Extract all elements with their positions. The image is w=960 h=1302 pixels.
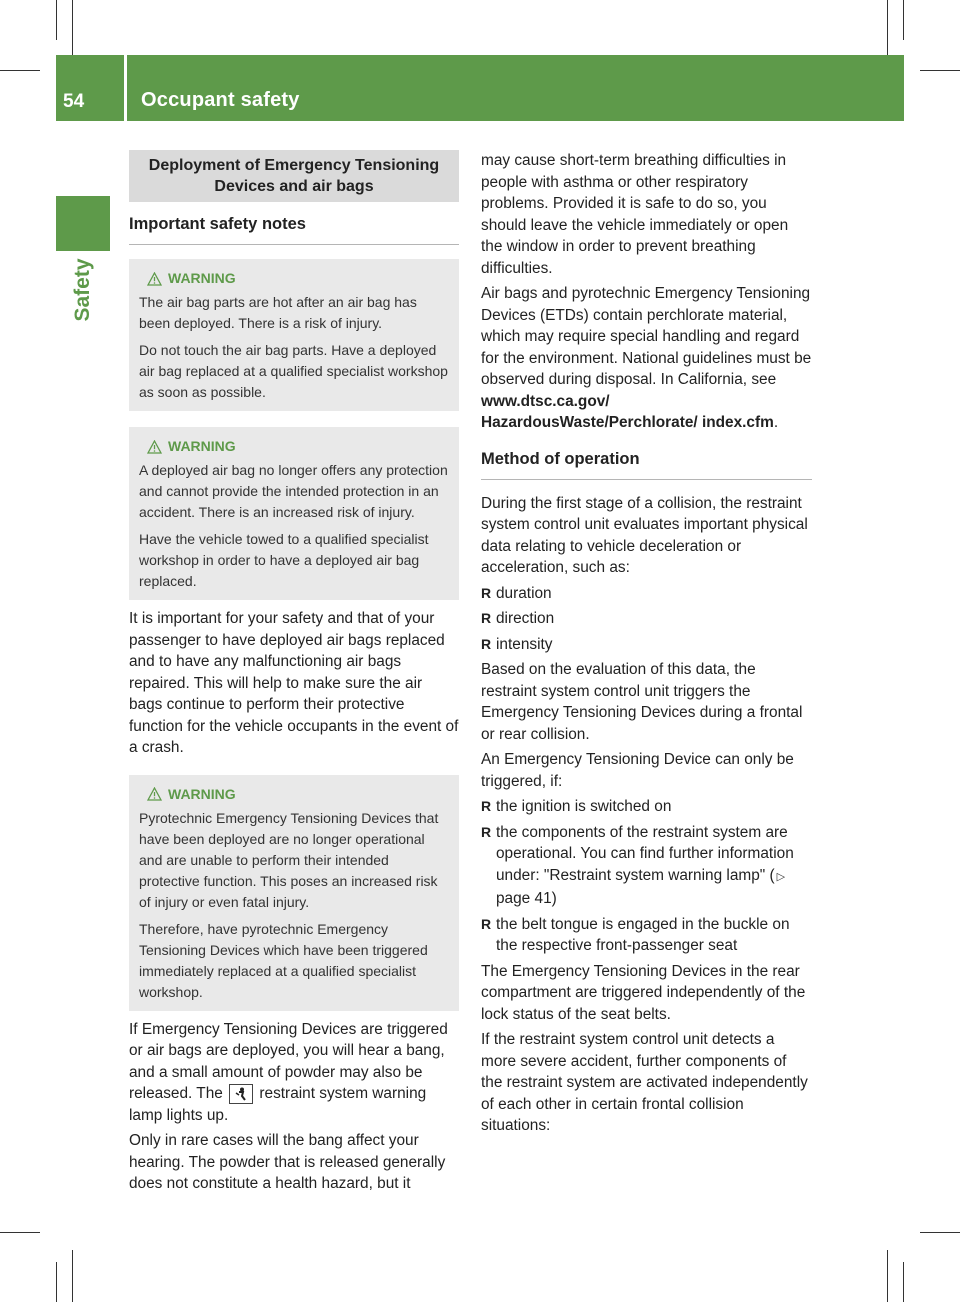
body-text: . bbox=[773, 414, 779, 431]
warning-text: Do not touch the air bag parts. Have a deployed air bag replaced at a qualified specialist workshop as soon as possible. bbox=[139, 342, 448, 400]
list-item-text: duration bbox=[496, 584, 552, 602]
crop-mark bbox=[56, 0, 57, 40]
bullet-mark: R bbox=[481, 635, 492, 652]
body-text: If Emergency Tensioning Devices are triggered or air bags are deployed, you will hear a bang, and a small amount of powder may also be released. The bbox=[129, 1020, 448, 1102]
list-item-text bbox=[496, 822, 812, 910]
crop-mark bbox=[903, 0, 904, 40]
list-item-text-part: the components of the restraint system are operational. You can find further information under: "Restraint system warning lamp" ( bbox=[496, 823, 794, 884]
body-paragraph: Based on the evaluation of this data, the restraint system control unit triggers the Emergency Tensioning Devices during a frontal or rear collision. bbox=[481, 661, 803, 743]
list-item-text: the belt tongue is engaged in the buckle on the respective front-passenger seat bbox=[496, 915, 790, 954]
body-paragraph: Only in rare cases will the bang affect your hearing. The powder that is released generally does not constitute a health hazard, but it bbox=[129, 1132, 446, 1192]
warning-title bbox=[147, 436, 449, 457]
warning-title bbox=[147, 784, 449, 805]
crop-mark bbox=[887, 1250, 888, 1302]
list-item bbox=[481, 914, 812, 957]
section-title: Occupant safety bbox=[141, 89, 300, 111]
body-paragraph: An Emergency Tensioning Device can only be triggered, if: bbox=[481, 751, 794, 790]
side-tab-block bbox=[56, 196, 110, 251]
warning-text: The air bag parts are hot after an air bag has been deployed. There is a risk of injury. bbox=[139, 294, 417, 331]
warning-text: A deployed air bag no longer offers any protection and cannot provide the intended protection in an accident. There is an increased risk of injury. bbox=[139, 462, 448, 520]
body-paragraph: The Emergency Tensioning Devices in the rear compartment are triggered independently of the lock status of the seat belts. bbox=[481, 962, 806, 1023]
left-column bbox=[129, 150, 459, 1199]
restraint-system-warning-lamp-icon bbox=[229, 1084, 253, 1104]
crop-mark bbox=[887, 0, 888, 55]
header-separator bbox=[124, 55, 127, 121]
list-item bbox=[481, 608, 812, 630]
page-reference-arrow-icon: ▷ bbox=[776, 870, 786, 883]
body-paragraph: If the restraint system control unit detects a more severe accident, further components of the restraint system are activated independently of each other in certain frontal collision situations: bbox=[481, 1031, 808, 1134]
page-number: 54 bbox=[63, 91, 85, 112]
list-item bbox=[481, 634, 812, 656]
crop-mark bbox=[0, 70, 40, 71]
crop-mark bbox=[56, 1262, 57, 1302]
bullet-mark: R bbox=[481, 798, 492, 814]
warning-text: Have the vehicle towed to a qualified specialist workshop in order to have a deployed air bag replaced. bbox=[139, 531, 429, 589]
list-item-text: intensity bbox=[496, 635, 553, 653]
warning-label: WARNING bbox=[168, 270, 236, 286]
bullet-mark: R bbox=[481, 610, 492, 626]
list-item-text: the ignition is switched on bbox=[496, 798, 672, 815]
crop-mark bbox=[72, 1250, 73, 1302]
warning-box bbox=[129, 259, 459, 411]
warning-triangle-icon bbox=[147, 272, 162, 286]
list-item bbox=[481, 822, 812, 910]
crop-mark bbox=[920, 70, 960, 71]
warning-box bbox=[129, 775, 459, 1011]
page-reference-link[interactable]: page 41 bbox=[496, 890, 552, 907]
disposal-link[interactable]: www.dtsc.ca.gov/ HazardousWaste/Perchlorate/ index.cfm bbox=[481, 392, 774, 431]
body-paragraph bbox=[481, 283, 812, 434]
warning-label: WARNING bbox=[168, 785, 236, 802]
bullet-mark: R bbox=[481, 584, 492, 601]
crop-mark bbox=[0, 1232, 40, 1233]
bullet-mark: R bbox=[481, 823, 492, 840]
list-item bbox=[481, 583, 812, 605]
list-item-text-part: ) bbox=[551, 890, 557, 907]
warning-text: Therefore, have pyrotechnic Emergency Tensioning Devices which have been triggered immediately replaced at a qualified specialist workshop. bbox=[139, 920, 428, 1000]
warning-box bbox=[129, 427, 459, 600]
body-paragraph: It is important for your safety and that of your passenger to have deployed air bags replaced and to have any malfunctioning air bags repaired. This will help to make sure the air bags continue to perform their protective function for the vehicle occupants in the event of a crash. bbox=[129, 610, 459, 756]
box-heading: Deployment of Emergency Tensioning Devices and air bags bbox=[129, 150, 459, 202]
subheading-method-of-operation: Method of operation bbox=[481, 448, 812, 480]
crop-mark bbox=[903, 1262, 904, 1302]
warning-label: WARNING bbox=[168, 438, 236, 454]
warning-text: Pyrotechnic Emergency Tensioning Devices that have been deployed are no longer operational and are unable to perform their intended protective function. This poses an increased risk of injury or even fatal injury. bbox=[139, 809, 439, 910]
body-paragraph: may cause short-term breathing difficulties in people with asthma or other respiratory problems. Provided it is safe to do so, you should leave the vehicle immediately or open the window in order to prevent breathing difficulties. bbox=[481, 152, 789, 277]
subheading-safety-notes: Important safety notes bbox=[129, 213, 459, 245]
crop-mark bbox=[920, 1232, 960, 1233]
body-text: Air bags and pyrotechnic Emergency Tensioning Devices (ETDs) contain perchlorate material, which may require special handling and regard for the environment. National guidelines must be observed during disposal. In California, see bbox=[481, 285, 812, 388]
crop-mark bbox=[72, 0, 73, 55]
body-paragraph bbox=[129, 1019, 459, 1127]
body-text: restraint system warning lamp lights up. bbox=[129, 1085, 427, 1124]
warning-triangle-icon bbox=[147, 440, 162, 454]
side-tab-label: Safety bbox=[71, 258, 94, 322]
bullet-mark: R bbox=[481, 915, 492, 932]
list-item-text: direction bbox=[496, 610, 555, 627]
right-column bbox=[481, 150, 812, 1141]
body-paragraph: During the first stage of a collision, the restraint system control unit evaluates important physical data relating to vehicle deceleration or acceleration, such as: bbox=[481, 494, 808, 576]
list-item bbox=[481, 796, 812, 818]
warning-triangle-icon bbox=[147, 787, 162, 801]
warning-title bbox=[147, 268, 449, 289]
